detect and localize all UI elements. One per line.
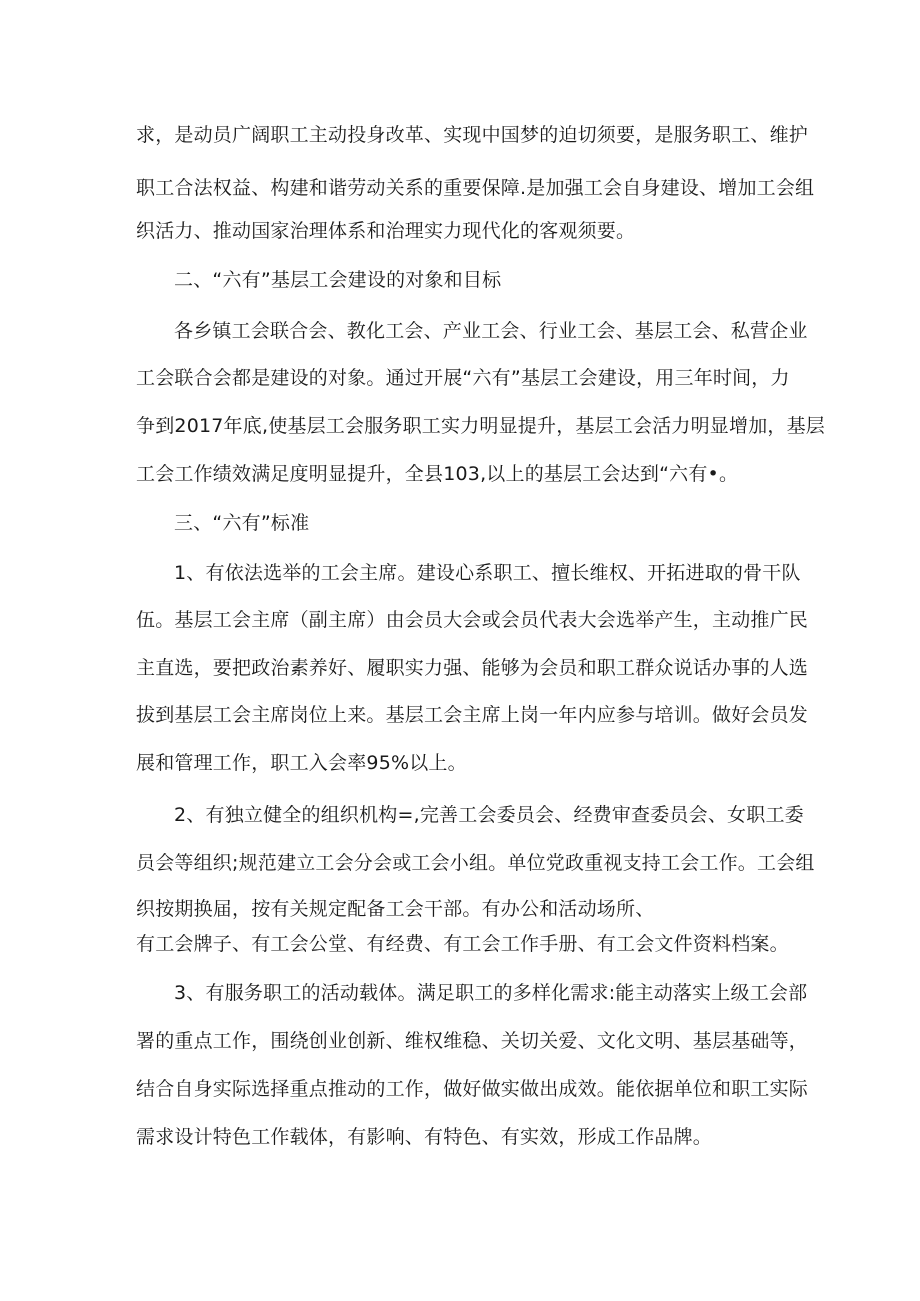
text-line: 求，是动员广阔职工主动投身改革、实现中国梦的迫切须要，是服务职工、维护 [136,124,809,146]
text-line: 有工会牌子、有工会公堂、有经费、有工会工作手册、有工会文件资料档案。 [136,933,789,955]
text-line: 2、有独立健全的组织机构=,完善工会委员会、经费审查委员会、女职工委 [174,804,804,826]
text-line: 1、有依法选举的工会主席。建设心系职工、擅长维权、开拓进取的骨干队 [174,562,801,584]
text-line: 主直选，要把政治素养好、履职实力强、能够为会员和职工群众说话办事的人选 [136,657,809,679]
text-line: 拔到基层工会主席岗位上来。基层工会主席上岗一年内应参与培训。做好会员发 [136,704,809,726]
text-line: 结合自身实际选择重点推动的工作，做好做实做出成效。能依据单位和职工实际 [136,1078,809,1100]
text-line: 织活力、推动国家治理体系和治理实力现代化的客观须要。 [136,220,636,242]
text-line: 争到2017年底,使基层工会服务职工实力明显提升，基层工会活力明显增加，基层 [136,415,825,437]
text-line: 职工合法权益、构建和谐劳动关系的重要保障.是加强工会自身建设、增加工会组 [136,177,815,199]
text-line: 需求设计特色工作载体，有影响、有特色、有实效，形成工作品牌。 [136,1126,713,1148]
text-line: 署的重点工作，围绕创业创新、维权维稳、关切关爱、文化文明、基层基础等， [136,1030,809,1052]
text-line: 工会联合会都是建设的对象。通过开展“六有”基层工会建设，用三年时间，力 [136,367,790,389]
text-line: 3、有服务职工的活动载体。满足职工的多样化需求:能主动落实上级工会部 [174,982,808,1004]
text-line: 员会等组织;规范建立工会分会或工会小组。单位党政重视支持工会工作。工会组 [136,852,815,874]
text-line: 展和管理工作，职工入会率95%以上。 [136,752,467,774]
text-line: 工会工作绩效满足度明显提升，全县103,以上的基层工会达到“六有•。 [136,463,739,485]
document-page [136,0,825,1301]
text-line: 伍。基层工会主席（副主席）由会员大会或会员代表大会选举产生，主动推广民 [136,609,809,631]
text-line: 各乡镇工会联合会、教化工会、产业工会、行业工会、基层工会、私营企业 [174,320,808,342]
section-heading: 三、“六有”标准 [174,512,310,534]
text-line: 织按期换届，按有关规定配备工会干部。有办公和活动场所、 [136,898,655,920]
section-heading: 二、“六有”基层工会建设的对象和目标 [174,269,502,291]
